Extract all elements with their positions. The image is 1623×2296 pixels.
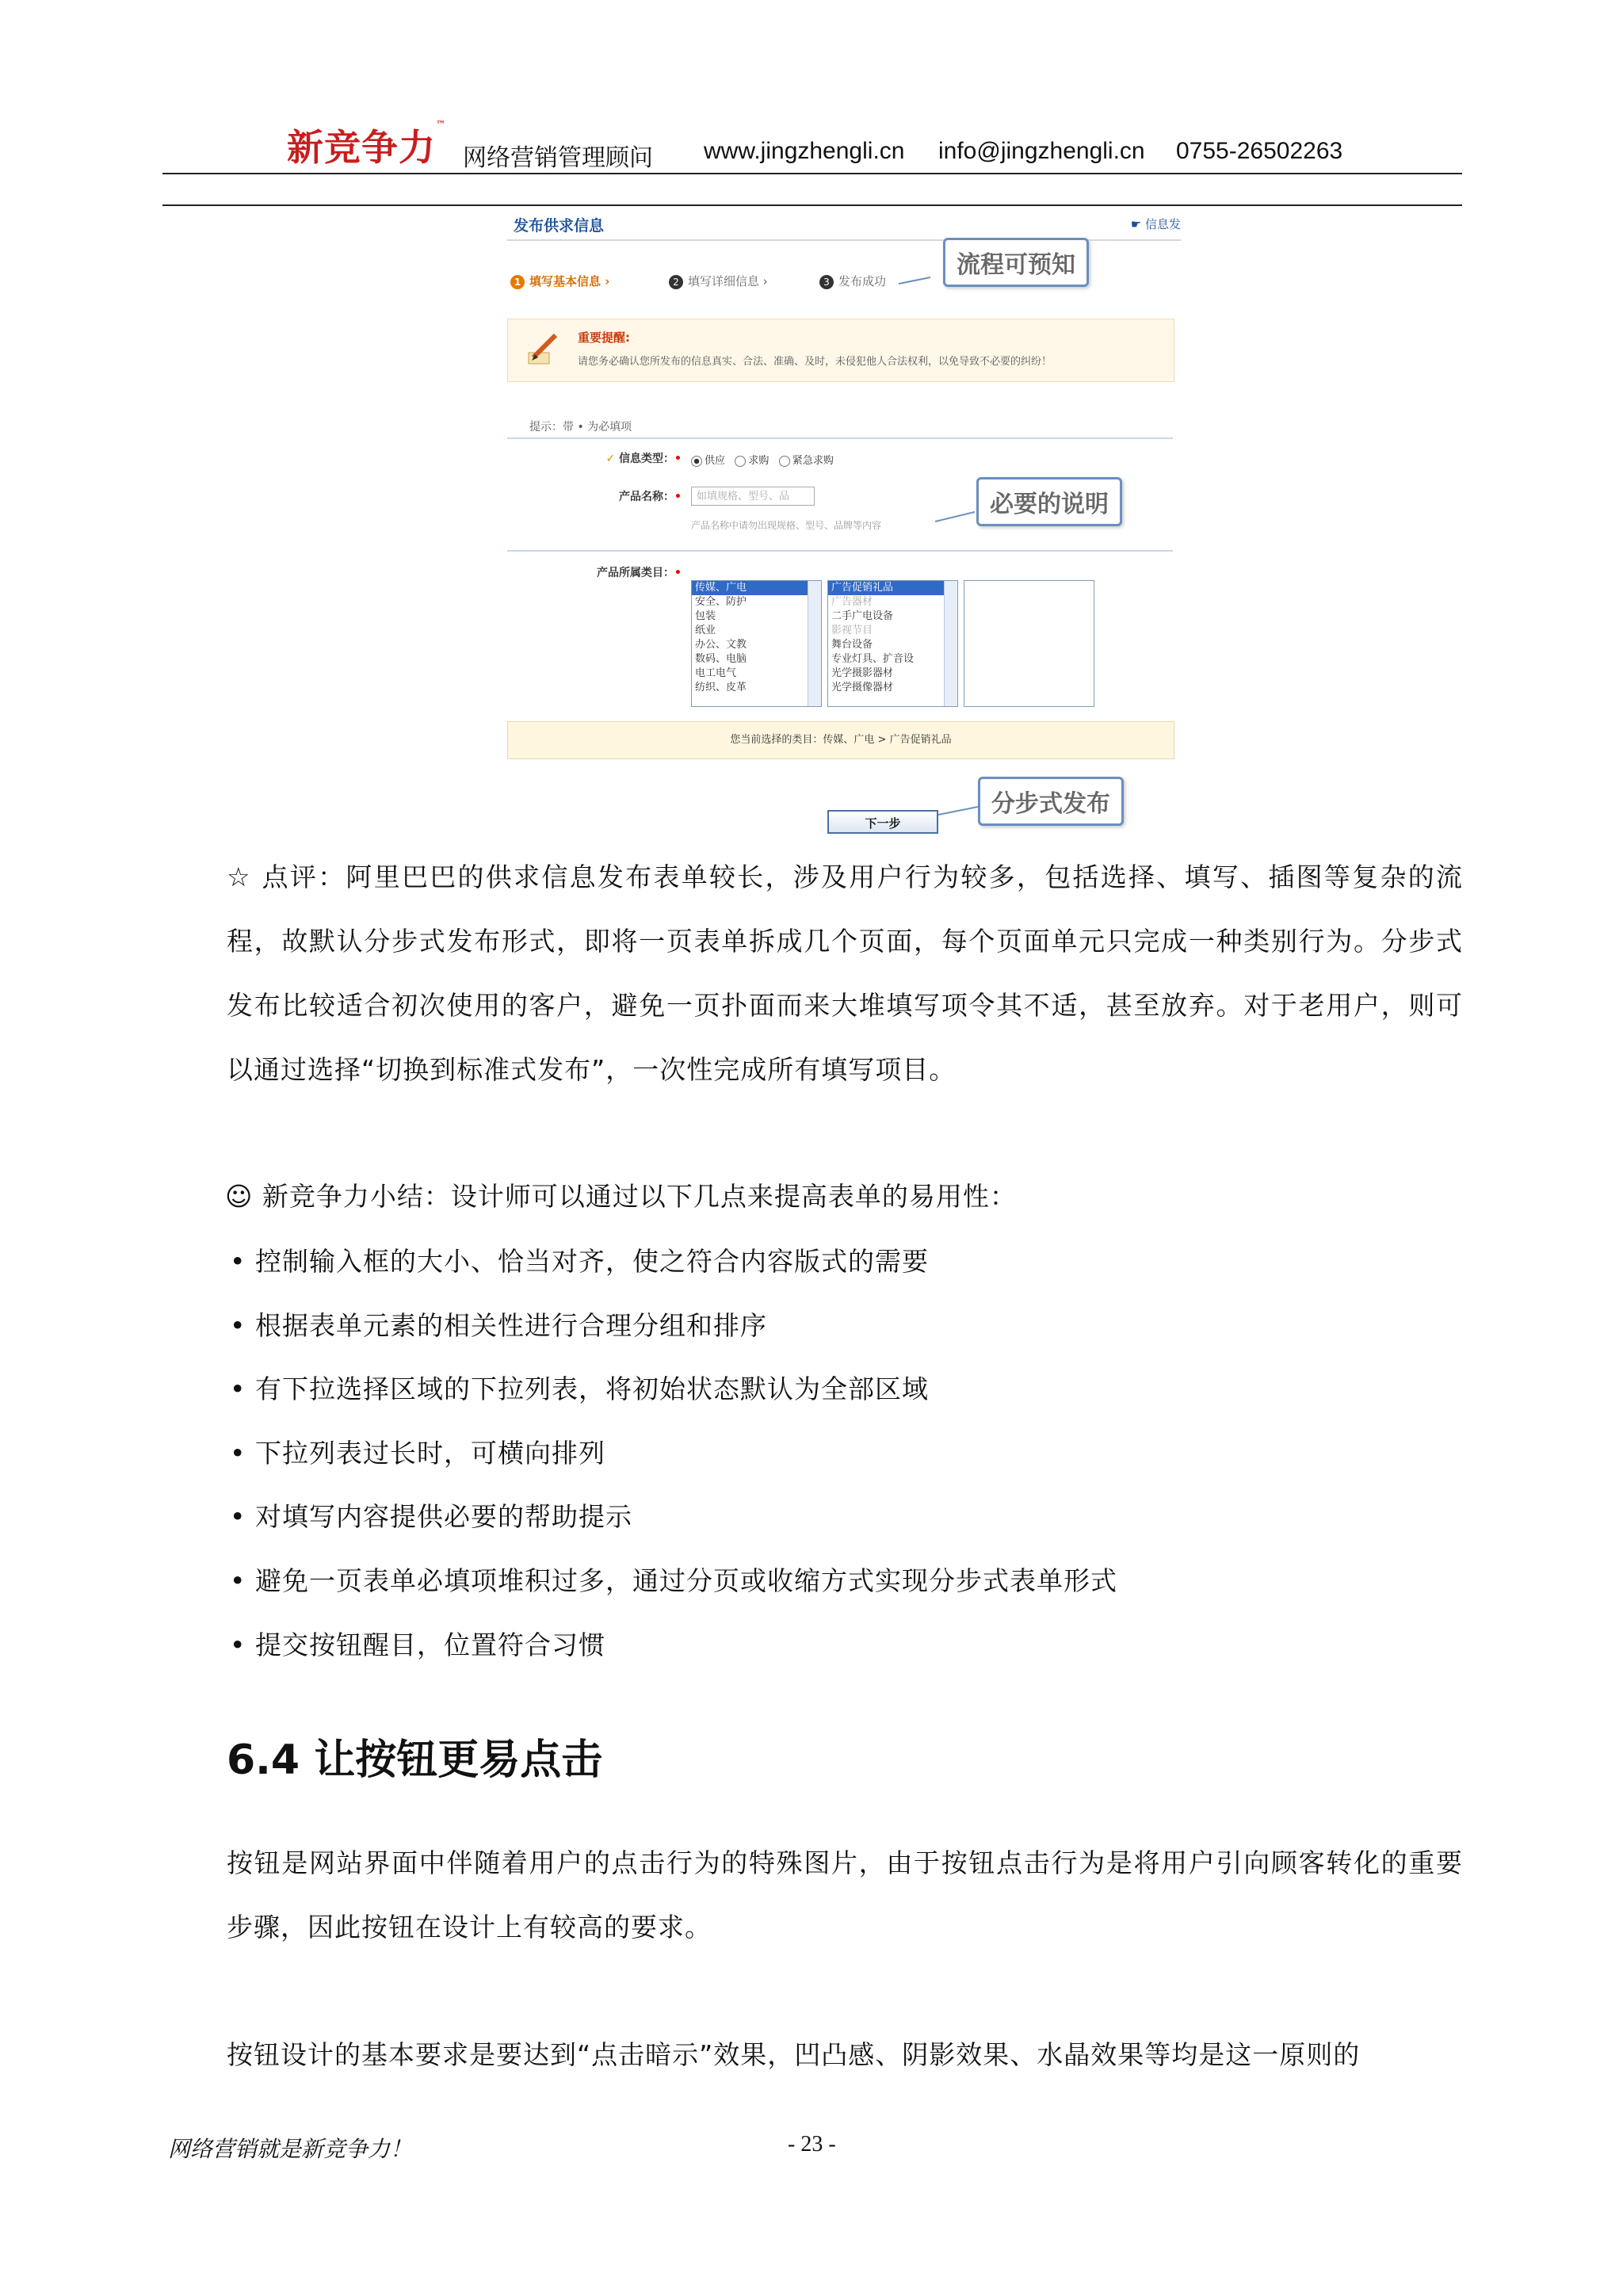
header-website: www.jingzhengli.cn — [704, 138, 905, 164]
summary-bullet: • 避免一页表单必填项堆积过多，通过分页或收缩方式实现分步式表单形式 — [230, 1565, 1117, 1596]
brand-logo: 新竞争力™ — [287, 119, 446, 169]
product-name-hint: 产品名称中请勿出现规格、型号、品牌等内容 — [691, 520, 882, 531]
summary-bullet: • 有下拉选择区域的下拉列表，将初始状态默认为全部区域 — [230, 1373, 929, 1404]
subcategory-option[interactable]: 二手广电设备 — [831, 610, 894, 622]
subcategory-option[interactable]: 广告器材 — [831, 596, 873, 608]
pencil-icon — [524, 329, 563, 369]
section-heading: 6.4 让按钮更易点击 — [227, 1736, 603, 1784]
callout-flow: 流程可预知 — [943, 238, 1089, 287]
required-tip: 提示：带 • 为必填项 — [529, 421, 632, 434]
scrollbar[interactable] — [944, 581, 957, 706]
subcategory-option[interactable]: 舞台设备 — [831, 639, 873, 651]
category-list-3[interactable] — [964, 580, 1094, 707]
button-paragraph-2: 按钮设计的基本要求是要达到“点击暗示”效果，凹凸感、阴影效果、水晶效果等均是这一原则的 — [227, 2039, 1361, 2070]
category-option[interactable]: 办公、文教 — [695, 639, 747, 651]
radio-buy[interactable]: 求购 — [735, 455, 769, 467]
category-option[interactable]: 数码、电脑 — [695, 653, 747, 665]
form-screenshot — [507, 208, 1181, 834]
category-option[interactable]: 电工电气 — [695, 667, 737, 679]
header-rule-bottom — [162, 204, 1462, 206]
category-label: 产品所属类目：• — [597, 567, 682, 579]
summary-intro: ☺ 新竞争力小结：设计师可以通过以下几点来提高表单的易用性： — [225, 1181, 1017, 1212]
form-divider — [507, 437, 1173, 439]
footer-slogan: 网络营销就是新竞争力！ — [168, 2136, 413, 2162]
radio-supply[interactable]: 供应 — [691, 455, 725, 467]
help-icon: ☛ — [1130, 217, 1145, 231]
subcategory-option[interactable]: 广告促销礼品 — [828, 581, 957, 595]
header-subtitle: 网络营销管理顾问 — [463, 145, 653, 171]
header-rule — [162, 173, 1462, 174]
next-step-button[interactable]: 下一步 — [827, 810, 938, 834]
category-option[interactable]: 包装 — [695, 610, 716, 622]
button-paragraph-1: 按钮是网站界面中伴随着用户的点击行为的特殊图片，由于按钮点击行为是将用户引向顾客转化的重要步骤，因此按钮在设计上有较高的要求。 — [227, 1847, 1463, 1943]
callout-pointer — [899, 276, 930, 285]
review-paragraph: ☆ 点评：阿里巴巴的供求信息发布表单较长，涉及用户行为较多，包括选择、填写、插图等复杂的流程，故默认分步式发布形式，即将一页表单拆成几个页面，每个页面单元只完成一种类别行为。分步式发布比较适合初次使用的客户，避免一页扑面而来大堆填写项令其不适，甚至放弃。对于老用户，则可以通过选择“切换到标准式发布”，一次性完成所有填写项目。 — [227, 861, 1463, 1085]
category-list-2[interactable] — [827, 580, 958, 707]
page-number: - 23 - — [788, 2132, 836, 2157]
summary-bullet: • 根据表单元素的相关性进行合理分组和排序 — [230, 1310, 767, 1341]
subcategory-option[interactable]: 光学摄影器材 — [831, 667, 894, 679]
summary-bullet: • 下拉列表过长时，可横向排列 — [230, 1438, 605, 1469]
help-link[interactable]: ☛ 信息发 — [1130, 217, 1181, 231]
summary-bullet: • 提交按钮醒目，位置符合习惯 — [230, 1629, 605, 1660]
notice-text: 请您务必确认您所发布的信息真实、合法、准确、及时，未侵犯他人合法权利，以免导致不必要的纠纷！ — [578, 356, 1052, 368]
product-name-input[interactable]: 如填规格、型号、品 — [691, 487, 815, 506]
callout-help: 必要的说明 — [976, 477, 1122, 526]
subcategory-option[interactable]: 光学摄像器材 — [831, 682, 894, 693]
header-email: info@jingzhengli.cn — [938, 138, 1145, 164]
radio-urgent-buy[interactable]: 紧急求购 — [779, 455, 834, 467]
scrollbar[interactable] — [808, 581, 821, 706]
category-option[interactable]: 传媒、广电 — [692, 581, 821, 595]
category-option[interactable]: 安全、防护 — [695, 596, 747, 608]
step-3: 3 发布成功 — [819, 273, 886, 289]
callout-step: 分步式发布 — [978, 777, 1124, 826]
callout-step-pointer — [938, 804, 978, 819]
category-option[interactable]: 纺织、皮革 — [695, 682, 747, 693]
info-type-radios — [691, 452, 834, 467]
category-option[interactable]: 纸业 — [695, 625, 716, 636]
summary-bullet: • 控制输入框的大小、恰当对齐，使之符合内容版式的需要 — [230, 1246, 929, 1277]
info-type-label: ✓ 信息类型：• — [605, 453, 682, 465]
selected-category-bar: 您当前选择的类目：传媒、广电 > 广告促销礼品 — [507, 721, 1174, 759]
step-2: 2 填写详细信息 › — [669, 273, 768, 289]
notice-title: 重要提醒: — [578, 330, 630, 345]
header-phone: 0755-26502263 — [1176, 138, 1343, 164]
notice-box — [507, 319, 1174, 382]
summary-bullet: • 对填写内容提供必要的帮助提示 — [230, 1501, 632, 1532]
form-title: 发布供求信息 — [514, 217, 605, 235]
category-list-1[interactable] — [691, 580, 822, 707]
subcategory-option[interactable]: 影视节目 — [831, 625, 873, 636]
form-divider-2 — [507, 550, 1173, 552]
subcategory-option[interactable]: 专业灯具、扩音设 — [831, 653, 915, 665]
step-1: 1 填写基本信息 › — [510, 273, 609, 289]
callout-help-pointer — [935, 509, 975, 525]
check-icon: ✓ — [605, 453, 620, 465]
product-name-label: 产品名称：• — [619, 491, 682, 503]
